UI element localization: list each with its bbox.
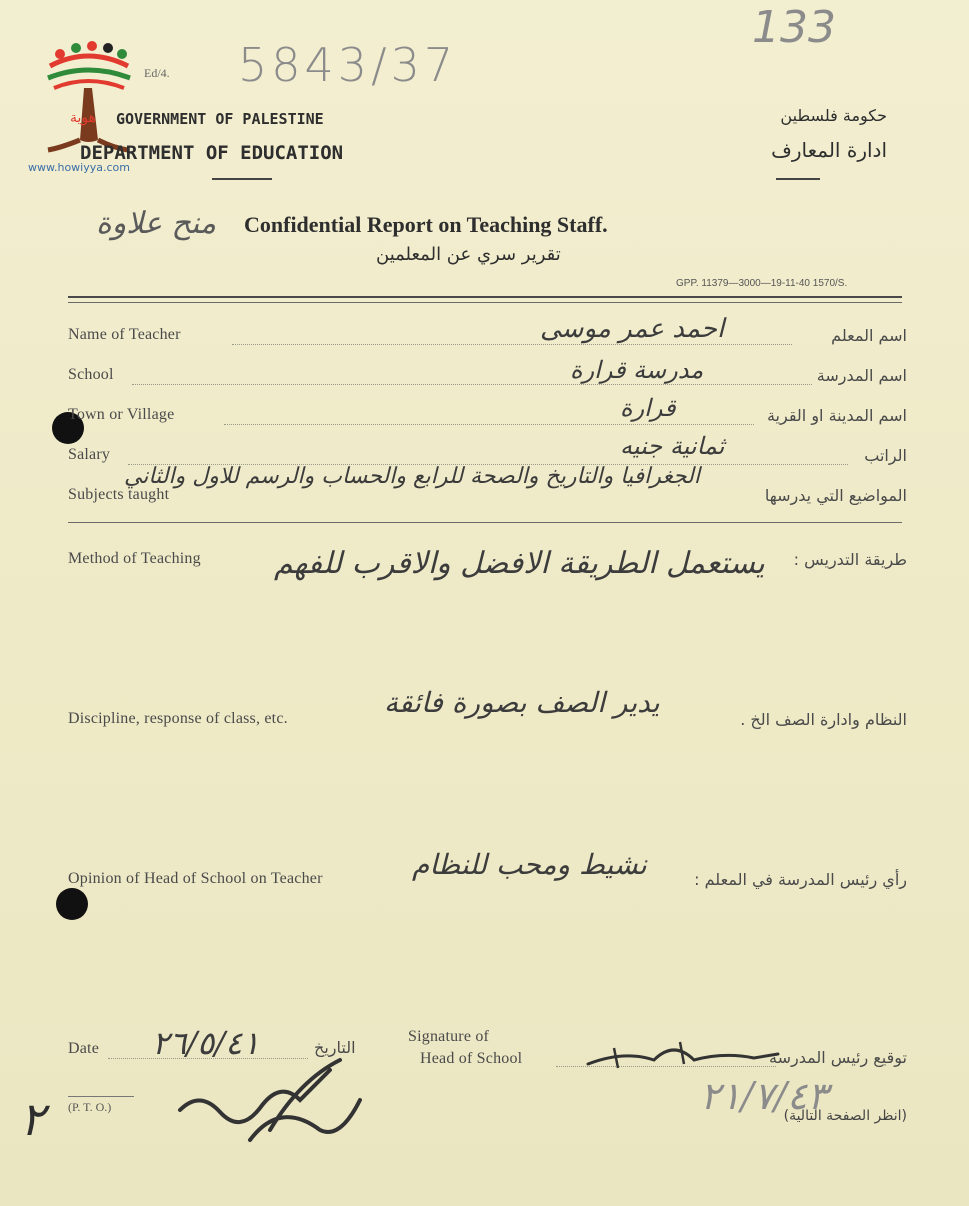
signature-label-line1: Signature of <box>408 1028 490 1045</box>
method-label-ar: طريقة التدريس : <box>793 550 907 569</box>
title-rule <box>68 296 902 298</box>
subjects-label-ar: المواضيع التي يدرسها <box>764 486 907 505</box>
department-title-ar: ادارة المعارف <box>771 138 887 162</box>
salary-value: ثمانية جنيه <box>620 432 725 460</box>
header-divider-right <box>776 178 820 180</box>
file-number: 5843/37 <box>238 38 458 92</box>
government-title-ar: حكومة فلسطين <box>780 106 887 125</box>
salary-label-en: Salary <box>68 446 111 463</box>
date-signature-scribble <box>160 1040 380 1150</box>
name-label-en: Name of Teacher <box>68 326 181 343</box>
school-label-en: School <box>68 366 114 383</box>
school-leader <box>132 384 812 385</box>
town-label-ar: اسم المدينة او القرية <box>766 406 907 425</box>
name-leader <box>232 344 792 345</box>
subjects-label-en: Subjects taught <box>68 486 170 503</box>
opinion-label-ar: رأي رئيس المدرسة في المعلم : <box>694 870 907 889</box>
opinion-label-en: Opinion of Head of School on Teacher <box>68 870 323 887</box>
date-value: ٢٦/٥/٤١ <box>152 1024 260 1062</box>
report-title-ar: تقرير سري عن المعلمين <box>376 244 561 265</box>
opinion-value: نشيط ومحب للنظام <box>412 848 647 881</box>
title-rule-inner <box>68 302 902 303</box>
date-label-ar: التاريخ <box>314 1038 356 1057</box>
salary-label-ar: الراتب <box>864 446 907 465</box>
government-title-en: GOVERNMENT OF PALESTINE <box>116 110 324 128</box>
top-annotation: منح علاوة <box>96 206 217 241</box>
name-value: احمد عمر موسى <box>540 314 725 344</box>
watermark-site: www.howiyya.com <box>28 161 130 174</box>
discipline-label-ar: النظام وادارة الصف الخ . <box>740 710 907 729</box>
school-value: مدرسة قرارة <box>570 356 704 384</box>
town-value: قرارة <box>620 394 676 422</box>
svg-text:هوية: هوية <box>70 110 97 126</box>
discipline-label-en: Discipline, response of class, etc. <box>68 710 288 727</box>
head-signature-scribble <box>584 1030 784 1080</box>
signature-label-ar: توقيع رئيس المدرسة <box>769 1048 907 1067</box>
discipline-value: يدير الصف بصورة فائقة <box>384 686 660 719</box>
name-label-ar: اسم المعلم <box>831 326 907 345</box>
method-value: يستعمل الطريقة الافضل والاقرب للفهم <box>274 546 765 581</box>
report-title-en: Confidential Report on Teaching Staff. <box>244 212 608 237</box>
page-number: 133 <box>752 2 836 53</box>
town-label-en: Town or Village <box>68 406 175 423</box>
school-label-ar: اسم المدرسة <box>816 366 907 385</box>
method-label-en: Method of Teaching <box>68 550 201 567</box>
margin-mark: ٢ <box>20 1092 45 1146</box>
date-label-en: Date <box>68 1040 100 1057</box>
print-ref: GPP. 11379—3000—19-11-40 1570/S. <box>676 278 848 289</box>
subjects-value: الجغرافيا والتاريخ والصحة للرابع والحساب والرسم للاول والثاني <box>123 464 700 489</box>
header-divider-left <box>212 178 272 180</box>
pto-rule <box>68 1096 134 1097</box>
pto-ar: (انظر الصفحة التالية) <box>783 1108 907 1124</box>
department-title-en: DEPARTMENT OF EDUCATION <box>80 142 344 164</box>
fields-rule <box>68 522 902 523</box>
town-leader <box>224 424 754 425</box>
punch-hole-bottom <box>56 888 88 920</box>
pto-en: (P. T. O.) <box>68 1100 112 1114</box>
signature-label-line2: Head of School <box>420 1050 523 1067</box>
annotation-date: ٢١/٧/٤٣ <box>700 1074 828 1118</box>
form-ref: Ed/4. <box>144 66 170 80</box>
